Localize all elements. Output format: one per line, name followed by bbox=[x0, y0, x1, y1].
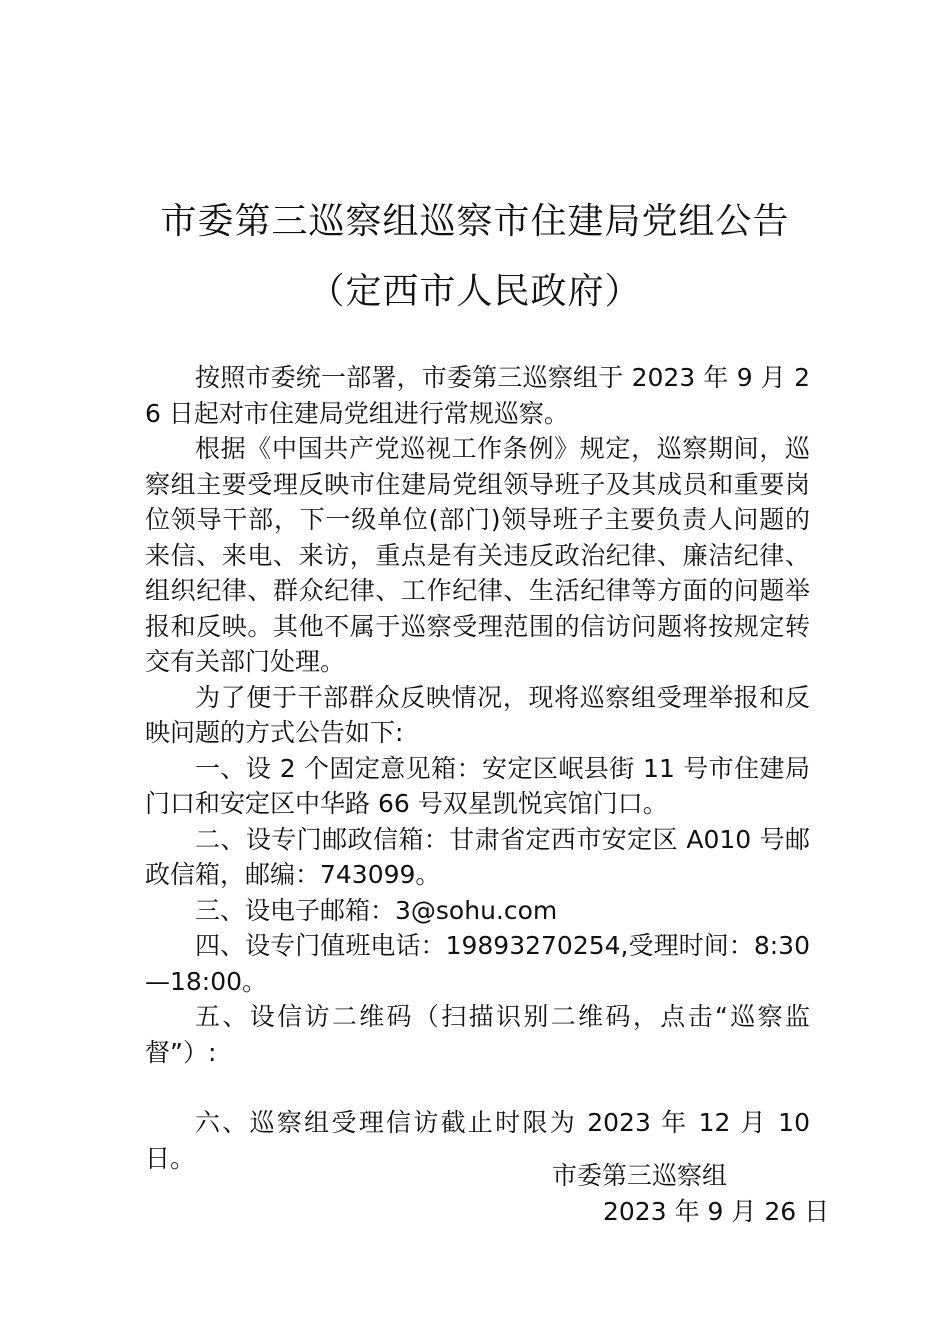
paragraph-methods-intro: 为了便于干部群众反映情况，现将巡察组受理举报和反映问题的方式公告如下: bbox=[145, 682, 810, 747]
paragraph-scope: 根据《中国共产党巡视工作条例》规定，巡察期间，巡察组主要受理反映市住建局党组领导班子及其成员和重要岗位领导干部，下一级单位(部门)领导班子主要负责人问题的来信、来电、来访，重点是有关违反政治纪律、廉洁纪律、组织纪律、群众纪律、工作纪律、生活纪律等方面的问题举报和反映。其他不属于巡察受理范围的信访问题将按规定转交有关部门处理。 bbox=[145, 434, 810, 676]
paragraph-hotline: 四、设专门值班电话：19893270254,受理时间：8:30—18:00。 bbox=[145, 931, 810, 996]
paragraph-email: 三、设电子邮箱：3@sohu.com bbox=[195, 895, 558, 925]
document-body bbox=[145, 360, 810, 1176]
document-subtitle: （定西市人民政府） bbox=[308, 271, 642, 312]
signature-date: 2023 年 9 月 26 日 bbox=[603, 1197, 830, 1226]
paragraph-qr-code: 五、设信访二维码（扫描识别二维码，点击“巡察监督”）: bbox=[145, 1002, 810, 1067]
document-title: 市委第三巡察组巡察市住建局党组公告 bbox=[160, 201, 790, 242]
paragraph-inspection-notice: 按照市委统一部署，市委第三巡察组于 2023 年 9 月 26 日起对市住建局党组进行常规巡察。 bbox=[145, 363, 810, 428]
paragraph-postal-mailbox: 二、设专门邮政信箱：甘肃省定西市安定区 A010 号邮政信箱，邮编：743099。 bbox=[145, 824, 810, 889]
paragraph-deadline: 六、巡察组受理信访截止时限为 2023 年 12 月 10 日。 bbox=[145, 1108, 810, 1173]
paragraph-suggestion-boxes: 一、设 2 个固定意见箱：安定区岷县街 11 号市住建局门口和安定区中华路 66 号双星凯悦宾馆门口。 bbox=[145, 753, 810, 818]
signature-organization: 市委第三巡察组 bbox=[552, 1161, 728, 1190]
